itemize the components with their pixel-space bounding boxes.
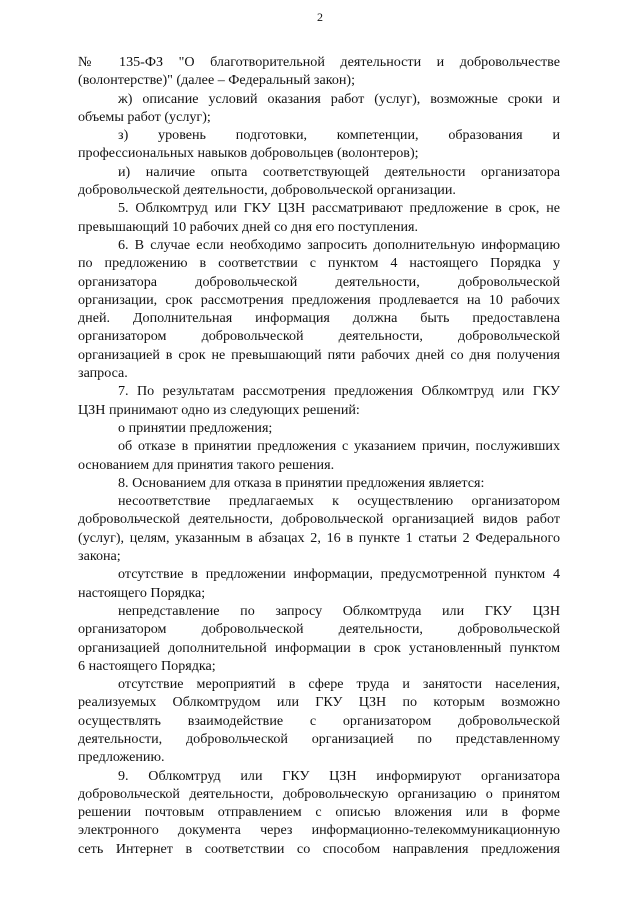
text-line: организатором добровольческой деятельности, добровольческой (78, 328, 560, 345)
text-line: профессиональных навыков добровольцев (волонтеров); (78, 145, 419, 162)
text-line: 6 настоящего Порядка; (78, 657, 216, 674)
text-line: 7. По результатам рассмотрения предложения Облкомтруд или ГКУ (118, 383, 560, 400)
text-line: сеть Интернет в соответствии со способом направления предложения (78, 840, 560, 857)
text-line: решении почтовым отправлением с описью вложения или в форме (78, 804, 560, 821)
text-line: ЦЗН принимают одно из следующих решений: (78, 401, 360, 418)
text-line: электронного документа через информационно-телекоммуникационную (78, 822, 560, 839)
text-line: (услуг), целям, указанным в абзацах 2, 16 в пункте 1 статьи 2 Федерального (78, 529, 560, 546)
text-line: непредставление по запросу Облкомтруда или ГКУ ЦЗН (118, 602, 560, 619)
text-line: ж) описание условий оказания работ (услуг), возможные сроки и (118, 90, 560, 107)
text-line: деятельности, добровольческой организацией по представленному (78, 730, 560, 747)
text-line: о принятии предложения; (118, 419, 273, 436)
text-line: 8. Основанием для отказа в принятии предложения является: (118, 474, 485, 491)
text-line: объемы работ (услуг); (78, 108, 211, 125)
text-line: добровольческой деятельности, добровольческой организации. (78, 182, 456, 199)
text-line: осуществлять взаимодействие с организатором добровольческой (78, 712, 560, 729)
text-line: 9. Облкомтруд или ГКУ ЦЗН информируют организатора (118, 767, 560, 784)
text-line: добровольческой деятельности, добровольческую организацию о принятом (78, 785, 560, 802)
text-line: отсутствие мероприятий в сфере труда и занятости населения, (118, 676, 560, 693)
text-line: организации, срок рассмотрения предложения продлевается на 10 рабочих (78, 291, 560, 308)
text-line: 5. Облкомтруд или ГКУ ЦЗН рассматривают предложение в срок, не (118, 200, 560, 217)
text-line: 6. В случае если необходимо запросить дополнительную информацию (118, 236, 560, 253)
text-line: предложению. (78, 749, 165, 766)
text-line: основанием для принятия такого решения. (78, 456, 335, 473)
text-line: и) наличие опыта соответствующей деятельности организатора (118, 163, 560, 180)
text-line: организацией дополнительной информации в срок установленный пунктом (78, 639, 560, 656)
text-line: организатором добровольческой деятельности, добровольческой (78, 621, 560, 638)
text-line: настоящего Порядка; (78, 584, 206, 601)
text-line: № 135-ФЗ "О благотворительной деятельности и добровольчестве (78, 54, 560, 70)
text-line: организацией в срок не превышающий пяти рабочих дней со дня получения (78, 346, 560, 363)
page-number: 2 (317, 10, 323, 24)
text-line: закона; (78, 548, 121, 565)
text-line: об отказе в принятии предложения с указанием причин, послуживших (118, 438, 560, 455)
text-line: добровольческой деятельности, добровольческой организацией видов работ (78, 511, 560, 528)
document-body (78, 53, 560, 858)
text-line: превышающий 10 рабочих дней со дня его поступления. (78, 218, 419, 235)
text-line: по предложению в соответствии с пунктом 4 настоящего Порядка у (78, 255, 560, 272)
text-line: з) уровень подготовки, компетенции, образования и (118, 127, 560, 144)
text-line: отсутствие в предложении информации, предусмотренной пунктом 4 (118, 566, 560, 583)
text-line: организатора добровольческой деятельности, добровольческой (78, 273, 560, 290)
text-line: несоответствие предлагаемых к осуществлению организатором (118, 493, 560, 510)
text-line: дней. Дополнительная информация должна быть предоставлена (78, 310, 560, 327)
text-line: (волонтерстве)" (далее – Федеральный закон); (78, 72, 356, 89)
text-line: запроса. (78, 365, 128, 382)
text-line: реализуемых Облкомтрудом или ГКУ ЦЗН по которым возможно (78, 694, 560, 711)
